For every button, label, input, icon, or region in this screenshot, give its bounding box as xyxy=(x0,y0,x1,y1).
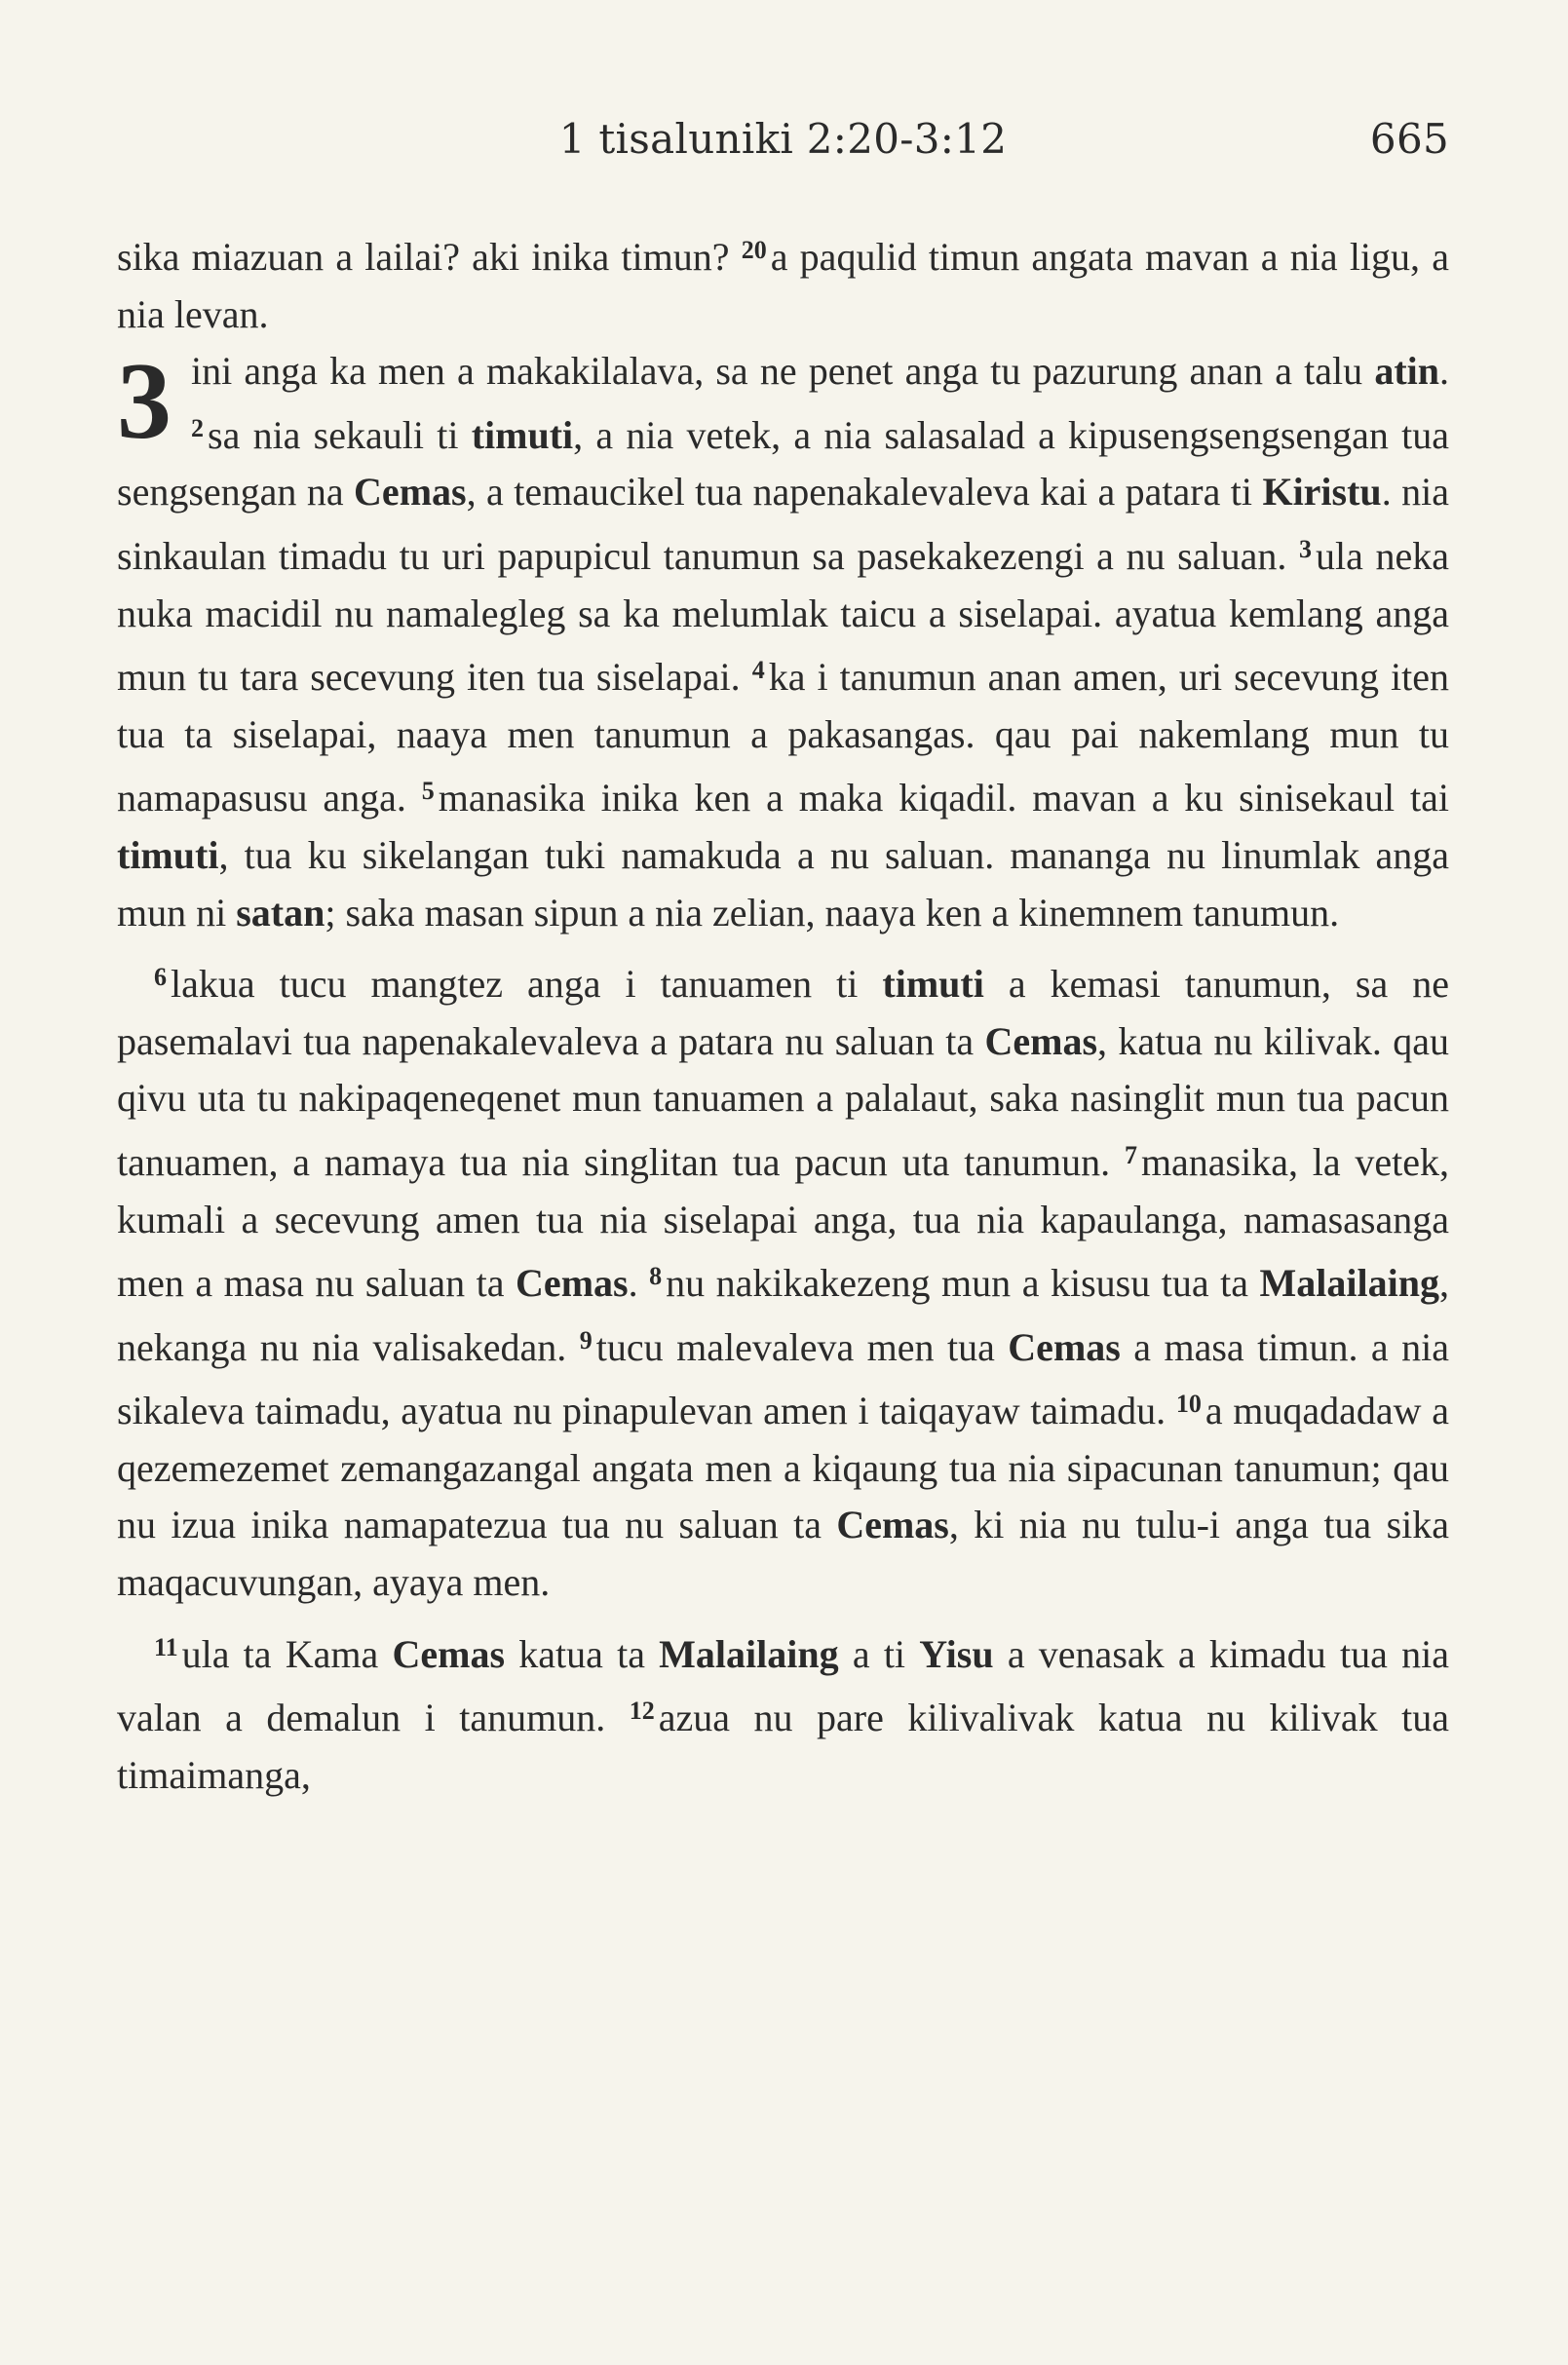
verse-text: a muqadadaw a qezemezemet zemangazangal angata men a kiqaung tua nia sipacunan tanumun; qau nu izua inika namapatezua tua nu saluan ta xyxy=(117,1389,1449,1547)
verse-text: , nekanga nu nia valisakedan. xyxy=(117,1261,1449,1369)
verse-number: 11 xyxy=(154,1632,178,1661)
verse-text: katua ta xyxy=(505,1631,660,1676)
emphasized-term: Yisu xyxy=(919,1631,994,1676)
emphasized-term: Malailaing xyxy=(1259,1261,1439,1306)
emphasized-term: Cemas xyxy=(836,1503,949,1547)
verse-text: , katua nu kilivak. qau qivu uta tu nakipaqeneqenet mun tanuamen a palalaut, saka nasinglit mun tua pacun tanuamen, a namaya tua nia singlitan tua pacun uta tanumun. xyxy=(117,1018,1449,1184)
verse-text: sa nia sekauli ti xyxy=(208,412,472,457)
emphasized-term: timuti xyxy=(471,412,574,457)
verse-text: a masa timun. a nia sikaleva taimadu, ayatua nu pinapulevan amen i taiqayaw taimadu. xyxy=(117,1324,1450,1433)
verse-number: 12 xyxy=(629,1697,655,1726)
verse-text: ini anga ka men a makakilalava, sa ne penet anga tu pazurung anan a talu xyxy=(191,349,1375,394)
emphasized-term: Cemas xyxy=(392,1631,506,1676)
verse-text: tucu malevaleva men tua xyxy=(595,1324,1009,1369)
verse-number: 7 xyxy=(1124,1140,1137,1169)
verse-text: . xyxy=(1439,349,1449,394)
page-number: 665 xyxy=(1369,115,1449,163)
verse-text: sika miazuan a lailai? aki inika timun? xyxy=(117,235,742,279)
verse-text: ka i tanumun anan amen, uri secevung iten tua ta siselapai, naaya men tanumun a pakasangas. qau pai nakemlang mun tu namapasusu anga. xyxy=(117,655,1450,820)
emphasized-term: Cemas xyxy=(1008,1324,1121,1369)
verse-text: . xyxy=(628,1261,650,1306)
verse-number: 4 xyxy=(751,656,765,685)
paragraph xyxy=(117,343,1449,941)
verse-text: a venasak a kimadu tua nia valan a demalun i tanumun. xyxy=(117,1631,1449,1740)
emphasized-term: Kiristu xyxy=(1262,470,1382,515)
verse-number: 2 xyxy=(191,413,204,442)
verse-text: a ti xyxy=(838,1631,920,1676)
paragraph xyxy=(117,222,1449,343)
verse-text: nu nakikakezeng mun a kisusu tua ta xyxy=(666,1261,1260,1306)
emphasized-term: Malailaing xyxy=(659,1631,839,1676)
chapter-number: 3 xyxy=(117,341,172,463)
emphasized-term: Cemas xyxy=(354,470,467,515)
verse-text: ula ta Kama xyxy=(181,1631,393,1676)
verse-text: a kemasi tanumun, sa ne pasemalavi tua napenakalevaleva a patara nu saluan ta xyxy=(117,962,1450,1063)
verse-number: 8 xyxy=(649,1262,663,1291)
verse-text: ; saka masan sipun a nia zelian, naaya ken a kinemnem tanumun. xyxy=(325,890,1340,935)
emphasized-term: timuti xyxy=(882,962,984,1007)
verse-text: , tua ku sikelangan tuki namakuda a nu saluan. mananga nu linumlak anga mun ni xyxy=(117,832,1449,935)
verse-number: 10 xyxy=(1175,1390,1202,1419)
paragraph xyxy=(117,1620,1449,1805)
emphasized-term: satan xyxy=(236,890,325,935)
verse-number: 5 xyxy=(421,777,435,806)
verse-number: 3 xyxy=(1299,534,1312,563)
verse-text: azua nu pare kilivalivak katua nu kilivak tua timaimanga, xyxy=(117,1696,1450,1797)
verse-number: 20 xyxy=(741,236,767,264)
verse-number: 6 xyxy=(154,963,167,992)
emphasized-term: atin xyxy=(1374,349,1439,394)
emphasized-term: timuti xyxy=(117,832,219,877)
running-header xyxy=(117,115,1449,173)
verse-text: . nia sinkaulan timadu tu uri papupicul tanumun sa pasekakezengi a nu saluan. xyxy=(117,470,1449,578)
scripture-text xyxy=(117,222,1449,1804)
verse-text: manasika inika ken a maka kiqadil. mavan a ku sinisekaul tai xyxy=(438,776,1450,820)
verse-text: manasika, la vetek, kumali a secevung amen tua nia siselapai anga, tua nia kapaulanga, namasasanga men a masa nu saluan ta xyxy=(117,1139,1449,1306)
emphasized-term: Cemas xyxy=(984,1018,1098,1063)
verse-text: , a nia vetek, a nia salasalad a kipusengsengsengan tua sengsengan na xyxy=(117,412,1449,515)
verse-text: , ki nia nu tulu-i anga tua sika maqacuvungan, ayaya men. xyxy=(117,1503,1450,1605)
verse-number: 9 xyxy=(579,1325,593,1354)
verse-text: , a temaucikel tua napenakalevaleva kai a patara ti xyxy=(466,470,1263,515)
running-title: 1 tisaluniki 2:20-3:12 xyxy=(558,115,1008,163)
verse-text: a paqulid timun angata mavan a nia ligu, a nia levan. xyxy=(117,235,1449,336)
emphasized-term: Cemas xyxy=(516,1261,629,1306)
verse-text: ula neka nuka macidil nu namalegleg sa ka melumlak taicu a siselapai. ayatua kemlang anga mun tu tara secevung iten tua siselapai. xyxy=(117,533,1449,700)
verse-text: lakua tucu mangtez anga i tanuamen ti xyxy=(171,962,883,1007)
paragraph xyxy=(117,949,1449,1612)
